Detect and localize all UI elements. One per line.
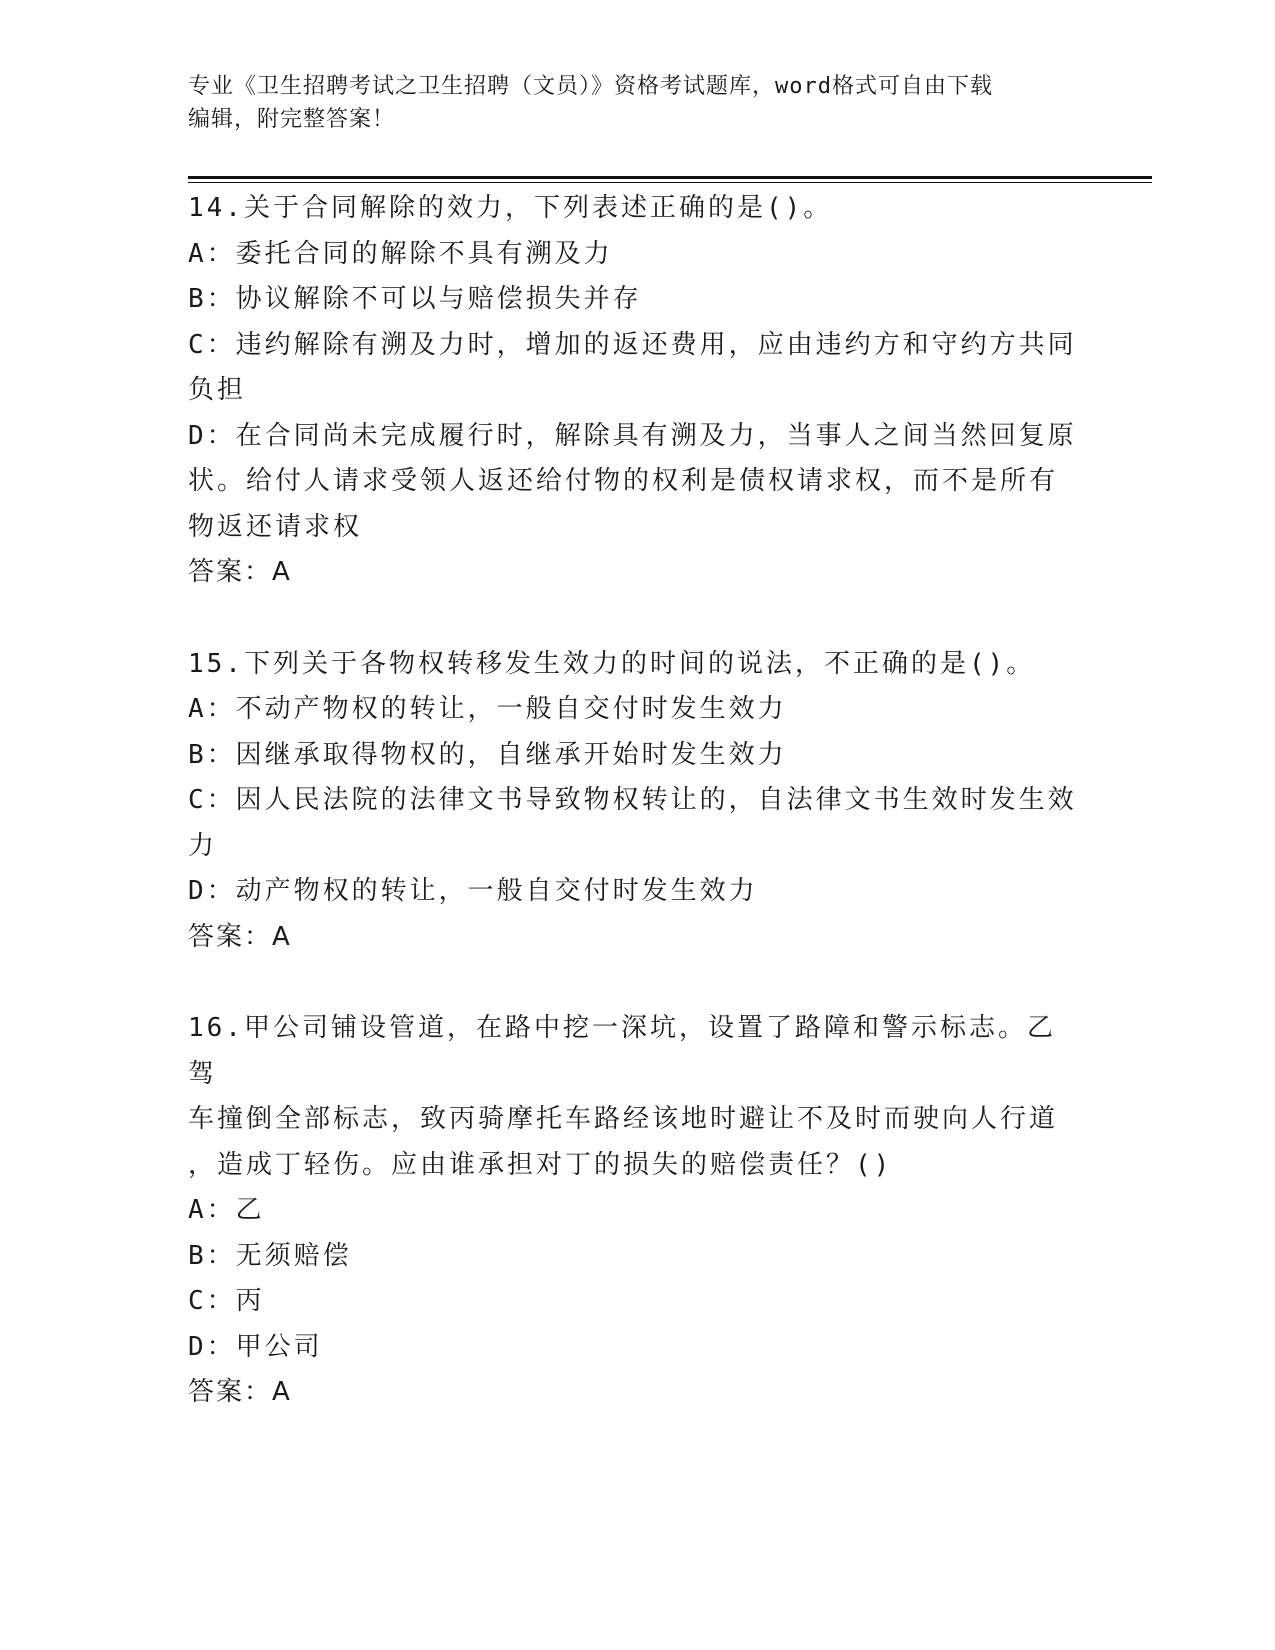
option-line: 物返还请求权 <box>188 511 363 542</box>
option-a <box>188 232 1083 278</box>
header-line-1: 专业《卫生招聘考试之卫生招聘（文员）》资格考试题库，word格式可自由下载 <box>188 74 993 99</box>
question-15 <box>188 642 1083 961</box>
question-stem-line: 14.关于合同解除的效力，下列表述正确的是()。 <box>188 193 833 223</box>
option-c <box>188 323 1083 414</box>
option-line: 力 <box>188 830 218 861</box>
question-stem-line: ，造成丁轻伤。应由谁承担对丁的损失的赔偿责任？() <box>188 1149 893 1180</box>
option-line: B：因继承取得物权的，自继承开始时发生效力 <box>188 739 787 770</box>
option-line: A：乙 <box>188 1195 265 1225</box>
question-list <box>188 186 1083 1416</box>
answer-line: 答案：A <box>188 1377 292 1407</box>
option-line: C：丙 <box>188 1286 265 1316</box>
option-line: A：不动产物权的转让，一般自交付时发生效力 <box>188 694 787 724</box>
option-line: D：动产物权的转让，一般自交付时发生效力 <box>188 876 758 906</box>
option-c <box>188 778 1083 869</box>
option-line: D：在合同尚未完成履行时，解除具有溯及力，当事人之间当然回复原 <box>188 420 1077 451</box>
option-c <box>188 1279 1083 1325</box>
option-d <box>188 1325 1083 1371</box>
question-stem-line: 15.下列关于各物权转移发生效力的时间的说法，不正确的是()。 <box>188 648 1036 679</box>
option-d <box>188 414 1083 551</box>
question-stem-line: 车撞倒全部标志，致丙骑摩托车路经该地时避让不及时而驶向人行道 <box>188 1104 1059 1134</box>
option-line: 负担 <box>188 375 247 405</box>
option-a <box>188 1188 1083 1234</box>
header-line-2: 编辑，附完整答案！ <box>188 107 396 132</box>
option-line: A：委托合同的解除不具有溯及力 <box>188 238 613 269</box>
option-line: C：因人民法院的法律文书导致物权转让的，自法律文书生效时发生效 <box>188 785 1077 815</box>
question-stem-line: 16.甲公司铺设管道，在路中挖一深坑，设置了路障和警示标志。乙驾 <box>188 1013 1056 1089</box>
option-line: D：甲公司 <box>188 1331 323 1362</box>
option-d <box>188 869 1083 915</box>
question-gap <box>188 596 1083 642</box>
header-rule-thin <box>188 182 1152 183</box>
answer-line: 答案：A <box>188 921 292 952</box>
option-line: C：违约解除有溯及力时，增加的返还费用，应由违约方和守约方共同 <box>188 329 1077 360</box>
option-b <box>188 277 1083 323</box>
question-gap <box>188 960 1083 1006</box>
option-b <box>188 733 1083 779</box>
answer-line: 答案：A <box>188 557 292 587</box>
option-line: 状。给付人请求受领人返还给付物的权利是债权请求权，而不是所有 <box>188 466 1059 496</box>
question-14 <box>188 186 1083 596</box>
option-b <box>188 1234 1083 1280</box>
option-a <box>188 687 1083 733</box>
option-line: B：无须赔偿 <box>188 1240 352 1271</box>
option-line: B：协议解除不可以与赔偿损失并存 <box>188 284 642 314</box>
question-16 <box>188 1006 1083 1416</box>
document-header <box>188 70 1068 136</box>
header-rule-thick <box>188 176 1152 179</box>
